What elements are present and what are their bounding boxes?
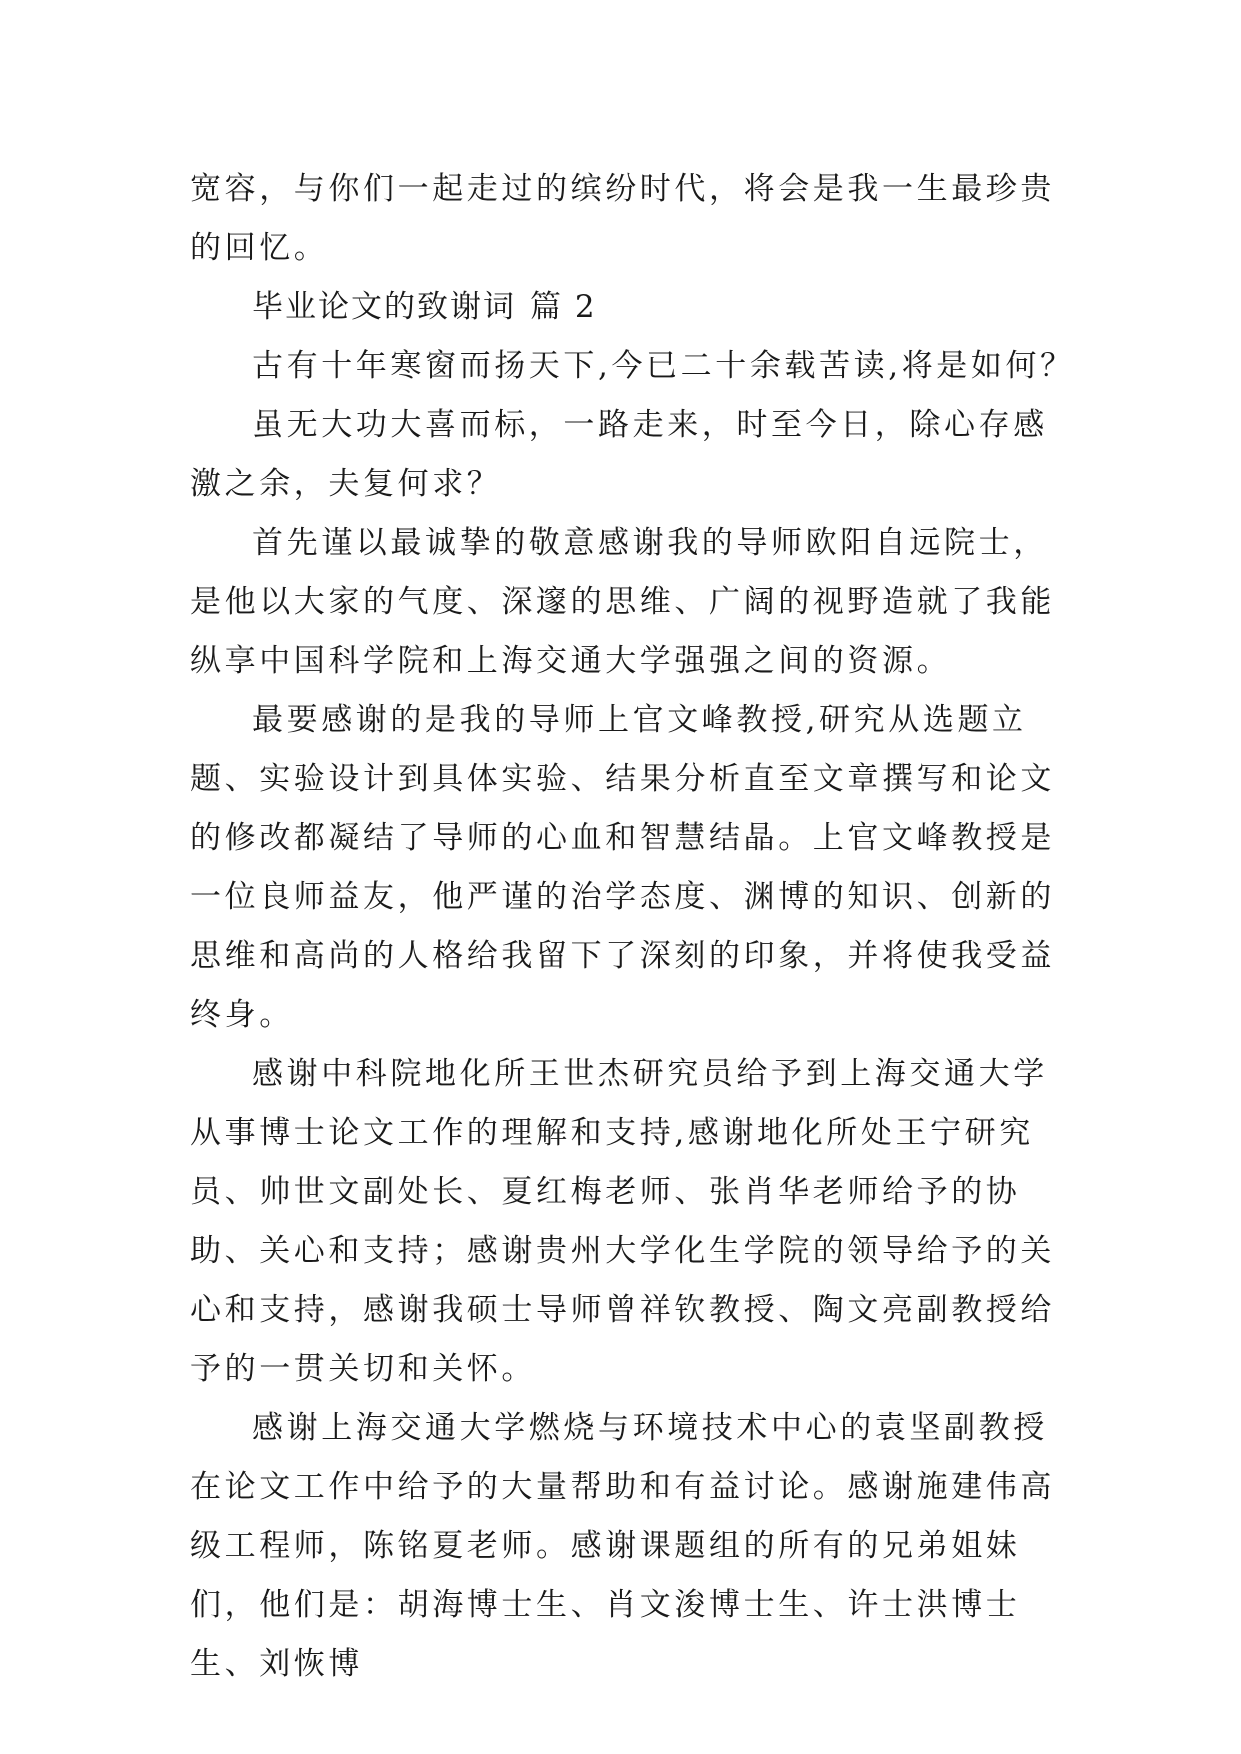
- document-page: [190, 160, 1075, 1694]
- paragraph: 虽无大功大喜而标，一路走来，时至今日，除心存感激之余，夫复何求？: [190, 407, 1048, 502]
- paragraph: 宽容，与你们一起走过的缤纷时代，将会是我一生最珍贵的回忆。: [190, 171, 1055, 266]
- paragraph: 感谢中科院地化所王世杰研究员给予到上海交通大学从事博士论文工作的理解和支持,感谢地化所处王宁研究员、帅世文副处长、夏红梅老师、张肖华老师给予的协助、关心和支持；感谢贵州大学化生学院的领导给予的关心和支持，感谢我硕士导师曾祥钦教授、陶文亮副教授给予的一贯关切和关怀。: [190, 1056, 1055, 1387]
- paragraph: 首先谨以最诚挚的敬意感谢我的导师欧阳自远院士，是他以大家的气度、深邃的思维、广阔的视野造就了我能纵享中国科学院和上海交通大学强强之间的资源。: [190, 525, 1055, 679]
- section-heading: [190, 278, 1075, 337]
- section-heading-title: 毕业论文的致谢词: [252, 289, 516, 325]
- section-heading-number: 篇 2: [530, 289, 597, 325]
- paragraph: 感谢上海交通大学燃烧与环境技术中心的袁坚副教授在论文工作中给予的大量帮助和有益讨论。感谢施建伟高级工程师，陈铭夏老师。感谢课题组的所有的兄弟姐妹们，他们是：胡海博士生、肖文浚博士生、许士洪博士生、刘恢博: [190, 1410, 1055, 1682]
- paragraph: 古有十年寒窗而扬天下,今已二十余载苦读,将是如何？: [252, 348, 1075, 384]
- paragraph: 最要感谢的是我的导师上官文峰教授,研究从选题立题、实验设计到具体实验、结果分析直至文章撰写和论文的修改都凝结了导师的心血和智慧结晶。上官文峰教授是一位良师益友，他严谨的治学态度、渊博的知识、创新的思维和高尚的人格给我留下了深刻的印象，并将使我受益终身。: [190, 702, 1055, 1033]
